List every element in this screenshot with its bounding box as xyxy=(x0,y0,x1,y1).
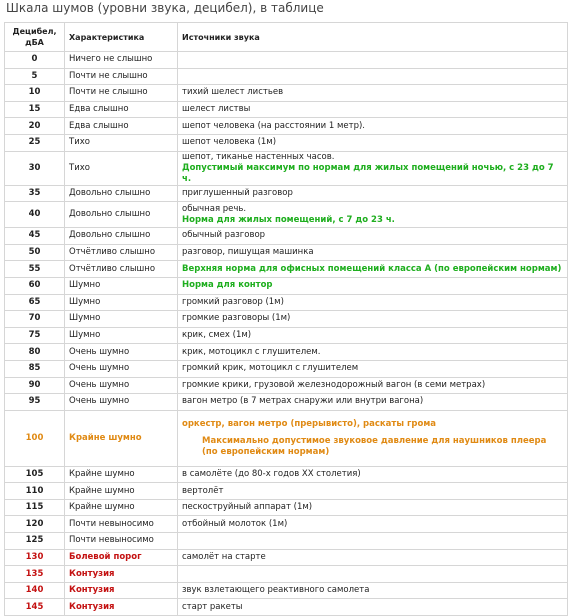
source-text: обычный разговор xyxy=(182,230,266,241)
decibel-cell: 45 xyxy=(5,228,65,245)
characteristic-cell: Контузия xyxy=(65,566,178,583)
table-row xyxy=(5,466,568,483)
table-row xyxy=(5,277,568,294)
source-text: самолёт на старте xyxy=(182,551,266,562)
source-text: звук взлетающего реактивного самолета xyxy=(182,585,370,596)
noise-scale-table xyxy=(4,22,568,616)
decibel-cell: 145 xyxy=(5,599,65,616)
table-row xyxy=(5,244,568,261)
source-text: вертолёт xyxy=(182,485,224,496)
decibel-cell: 50 xyxy=(5,244,65,261)
source-text: Максимально допустимое звуковое давление для наушников плеера (по европейским нормам) xyxy=(202,435,547,457)
source-cell xyxy=(178,360,568,377)
table-row xyxy=(5,344,568,361)
source-text: в самолёте (до 80-х годов XX столетия) xyxy=(182,468,361,479)
source-cell xyxy=(178,244,568,261)
characteristic-cell: Шумно xyxy=(65,294,178,311)
table-row xyxy=(5,410,568,466)
table-row xyxy=(5,516,568,533)
decibel-cell: 100 xyxy=(5,410,65,466)
source-cell xyxy=(178,516,568,533)
table-row xyxy=(5,202,568,228)
characteristic-cell: Шумно xyxy=(65,311,178,328)
source-cell xyxy=(178,394,568,411)
source-text: крик, смех (1м) xyxy=(182,330,252,341)
characteristic-cell: Крайне шумно xyxy=(65,483,178,500)
decibel-cell: 110 xyxy=(5,483,65,500)
source-cell xyxy=(178,52,568,69)
characteristic-cell: Едва слышно xyxy=(65,101,178,118)
table-row xyxy=(5,566,568,583)
decibel-cell: 30 xyxy=(5,151,65,185)
characteristic-cell: Почти не слышно xyxy=(65,85,178,102)
source-cell xyxy=(178,533,568,550)
source-text: громкий разговор (1м) xyxy=(182,296,284,307)
table-row xyxy=(5,599,568,616)
characteristic-cell: Болевой порог xyxy=(65,549,178,566)
source-text: оркестр, вагон метро (прерывисто), раскаты грома xyxy=(182,418,437,429)
decibel-cell: 20 xyxy=(5,118,65,135)
source-text: громкие крики, грузовой железнодорожный вагон (в семи метрах) xyxy=(182,379,486,390)
source-cell xyxy=(178,134,568,151)
source-cell xyxy=(178,261,568,278)
decibel-cell: 80 xyxy=(5,344,65,361)
characteristic-cell: Шумно xyxy=(65,277,178,294)
characteristic-cell: Очень шумно xyxy=(65,344,178,361)
table-row xyxy=(5,394,568,411)
table-row xyxy=(5,582,568,599)
decibel-cell: 0 xyxy=(5,52,65,69)
source-cell xyxy=(178,566,568,583)
source-text: вагон метро (в 7 метрах снаружи или внутри вагона) xyxy=(182,396,424,407)
source-cell xyxy=(178,599,568,616)
characteristic-cell: Крайне шумно xyxy=(65,466,178,483)
characteristic-cell: Очень шумно xyxy=(65,394,178,411)
decibel-cell: 60 xyxy=(5,277,65,294)
characteristic-cell: Почти невыносимо xyxy=(65,516,178,533)
source-cell xyxy=(178,151,568,185)
source-cell xyxy=(178,101,568,118)
characteristic-cell: Контузия xyxy=(65,599,178,616)
table-row xyxy=(5,294,568,311)
characteristic-cell: Очень шумно xyxy=(65,377,178,394)
table-row xyxy=(5,85,568,102)
source-cell xyxy=(178,118,568,135)
table-row xyxy=(5,52,568,69)
decibel-cell: 140 xyxy=(5,582,65,599)
source-text: шепот человека (1м) xyxy=(182,137,277,148)
source-cell xyxy=(178,549,568,566)
source-text: приглушенный разговор xyxy=(182,187,293,198)
characteristic-cell: Ничего не слышно xyxy=(65,52,178,69)
source-cell xyxy=(178,466,568,483)
table-row xyxy=(5,101,568,118)
header-characteristic: Характеристика xyxy=(65,23,178,52)
source-cell xyxy=(178,311,568,328)
characteristic-cell: Крайне шумно xyxy=(65,499,178,516)
decibel-cell: 10 xyxy=(5,85,65,102)
source-cell xyxy=(178,483,568,500)
table-row xyxy=(5,261,568,278)
table-row xyxy=(5,483,568,500)
decibel-cell: 70 xyxy=(5,311,65,328)
source-cell xyxy=(178,377,568,394)
source-text: шелест листвы xyxy=(182,104,251,115)
table-row xyxy=(5,228,568,245)
characteristic-cell: Контузия xyxy=(65,582,178,599)
decibel-cell: 135 xyxy=(5,566,65,583)
source-cell xyxy=(178,344,568,361)
characteristic-cell: Шумно xyxy=(65,327,178,344)
table-row xyxy=(5,499,568,516)
source-cell xyxy=(178,277,568,294)
decibel-cell: 25 xyxy=(5,134,65,151)
characteristic-cell: Отчётливо слышно xyxy=(65,261,178,278)
decibel-cell: 90 xyxy=(5,377,65,394)
source-text: разговор, пишущая машинка xyxy=(182,247,314,258)
source-text: шепот, тиканье настенных часов. xyxy=(182,151,335,162)
page-title: Шкала шумов (уровни звука, децибел), в таблице xyxy=(6,1,324,15)
source-text: громкие разговоры (1м) xyxy=(182,313,291,324)
decibel-cell: 95 xyxy=(5,394,65,411)
characteristic-cell: Крайне шумно xyxy=(65,410,178,466)
source-cell xyxy=(178,582,568,599)
table-row xyxy=(5,360,568,377)
source-cell xyxy=(178,499,568,516)
decibel-cell: 75 xyxy=(5,327,65,344)
source-text: пескоструйный аппарат (1м) xyxy=(182,502,313,513)
source-cell xyxy=(178,68,568,85)
source-text: шепот человека (на расстоянии 1 метр). xyxy=(182,120,366,131)
decibel-cell: 105 xyxy=(5,466,65,483)
decibel-cell: 115 xyxy=(5,499,65,516)
source-text: обычная речь. xyxy=(182,203,247,214)
decibel-cell: 40 xyxy=(5,202,65,228)
source-text: тихий шелест листьев xyxy=(182,87,284,98)
characteristic-cell: Очень шумно xyxy=(65,360,178,377)
decibel-cell: 85 xyxy=(5,360,65,377)
source-text: отбойный молоток (1м) xyxy=(182,518,288,529)
decibel-cell: 120 xyxy=(5,516,65,533)
source-cell xyxy=(178,410,568,466)
table-row xyxy=(5,533,568,550)
decibel-cell: 5 xyxy=(5,68,65,85)
decibel-cell: 65 xyxy=(5,294,65,311)
source-cell xyxy=(178,327,568,344)
header-decibel: Децибел, дБА xyxy=(5,23,65,52)
source-cell xyxy=(178,185,568,202)
characteristic-cell: Тихо xyxy=(65,151,178,185)
characteristic-cell: Почти невыносимо xyxy=(65,533,178,550)
decibel-cell: 130 xyxy=(5,549,65,566)
decibel-cell: 35 xyxy=(5,185,65,202)
source-cell xyxy=(178,294,568,311)
table-row xyxy=(5,185,568,202)
characteristic-cell: Почти не слышно xyxy=(65,68,178,85)
source-text: Допустимый максимум по нормам для жилых помещений ночью, с 23 до 7 ч. xyxy=(182,162,554,184)
characteristic-cell: Довольно слышно xyxy=(65,228,178,245)
characteristic-cell: Довольно слышно xyxy=(65,202,178,228)
source-text: громкий крик, мотоцикл с глушителем xyxy=(182,363,359,374)
source-text: старт ракеты xyxy=(182,601,243,612)
table-row xyxy=(5,151,568,185)
table-row xyxy=(5,68,568,85)
source-text: Верхняя норма для офисных помещений класса А (по европейским нормам) xyxy=(182,263,562,274)
decibel-cell: 15 xyxy=(5,101,65,118)
source-text: Норма для контор xyxy=(182,280,273,291)
table-row xyxy=(5,327,568,344)
table-row xyxy=(5,118,568,135)
characteristic-cell: Отчётливо слышно xyxy=(65,244,178,261)
table-row xyxy=(5,134,568,151)
source-text: крик, мотоцикл с глушителем. xyxy=(182,346,321,357)
table-header-row xyxy=(5,23,568,52)
source-cell xyxy=(178,228,568,245)
decibel-cell: 125 xyxy=(5,533,65,550)
table-row xyxy=(5,377,568,394)
table-row xyxy=(5,311,568,328)
characteristic-cell: Едва слышно xyxy=(65,118,178,135)
source-text: Норма для жилых помещений, с 7 до 23 ч. xyxy=(182,214,395,225)
characteristic-cell: Тихо xyxy=(65,134,178,151)
source-cell xyxy=(178,85,568,102)
source-cell xyxy=(178,202,568,228)
table-row xyxy=(5,549,568,566)
header-sources: Источники звука xyxy=(178,23,568,52)
decibel-cell: 55 xyxy=(5,261,65,278)
characteristic-cell: Довольно слышно xyxy=(65,185,178,202)
